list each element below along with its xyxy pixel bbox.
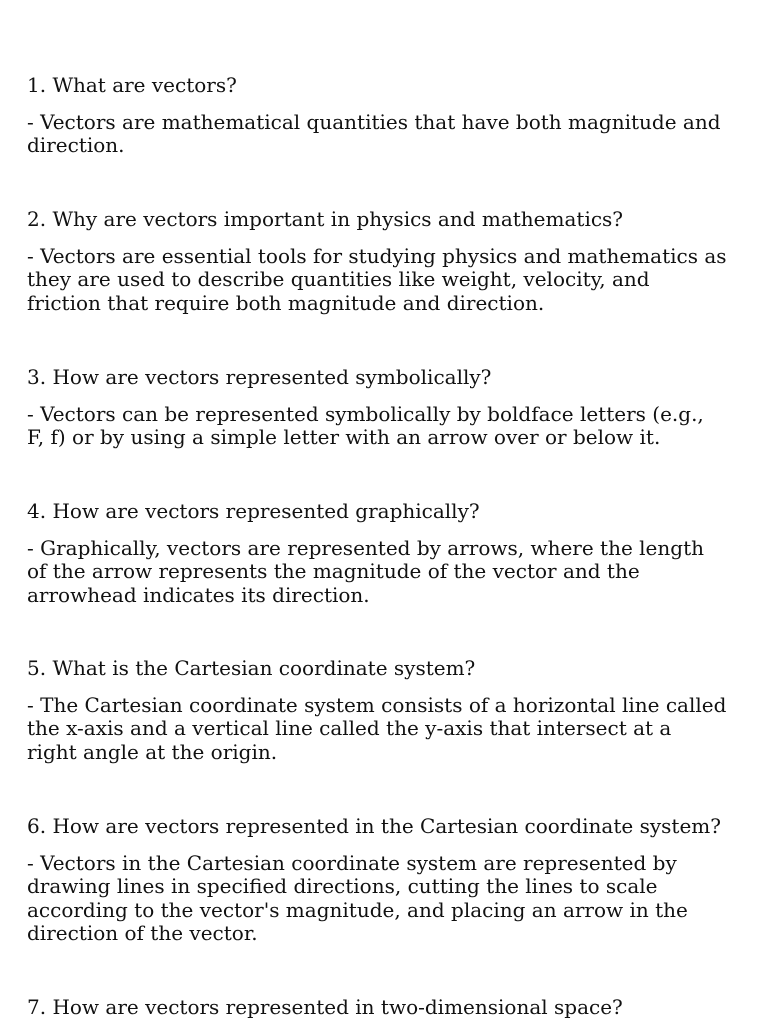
question-6: 6. How are vectors represented in the Cartesian coordinate system? (27, 814, 721, 838)
answer-2: - Vectors are essential tools for studying physics and mathematics as they are used to describe quantities like weight, velocity, and friction that require both magnitude and direction. (27, 243, 727, 315)
qa-item-4 (27, 500, 727, 607)
answer-1: - Vectors are mathematical quantities that have both magnitude and direction. (27, 109, 721, 157)
question-4: 4. How are vectors represented graphically? (27, 499, 480, 523)
answer-5: - The Cartesian coordinate system consists of a horizontal line called the x-axis and a vertical line called the y-axis that intersect at a right angle at the origin. (27, 692, 727, 764)
question-2: 2. Why are vectors important in physics and mathematics? (27, 207, 624, 231)
qa-item-1 (27, 74, 727, 158)
qa-item-6 (27, 815, 727, 946)
qa-item-3 (27, 366, 727, 450)
question-7: 7. How are vectors represented in two-dimensional space? (27, 995, 623, 1019)
answer-6: - Vectors in the Cartesian coordinate system are represented by drawing lines in specified directions, cutting the lines to scale according to the vector's magnitude, and placing an arrow in the direction of the vector. (27, 850, 688, 945)
answer-4: - Graphically, vectors are represented by arrows, where the length of the arrow represents the magnitude of the vector and the arrowhead indicates its direction. (27, 535, 704, 607)
qa-item-5 (27, 657, 727, 764)
qa-item-2 (27, 208, 727, 315)
question-3: 3. How are vectors represented symbolically? (27, 365, 492, 389)
qa-item-7 (27, 996, 727, 1020)
question-1: 1. What are vectors? (27, 73, 237, 97)
answer-3: - Vectors can be represented symbolically by boldface letters (e.g., F, f) or by using a simple letter with an arrow over or below it. (27, 401, 704, 449)
question-5: 5. What is the Cartesian coordinate system? (27, 656, 476, 680)
